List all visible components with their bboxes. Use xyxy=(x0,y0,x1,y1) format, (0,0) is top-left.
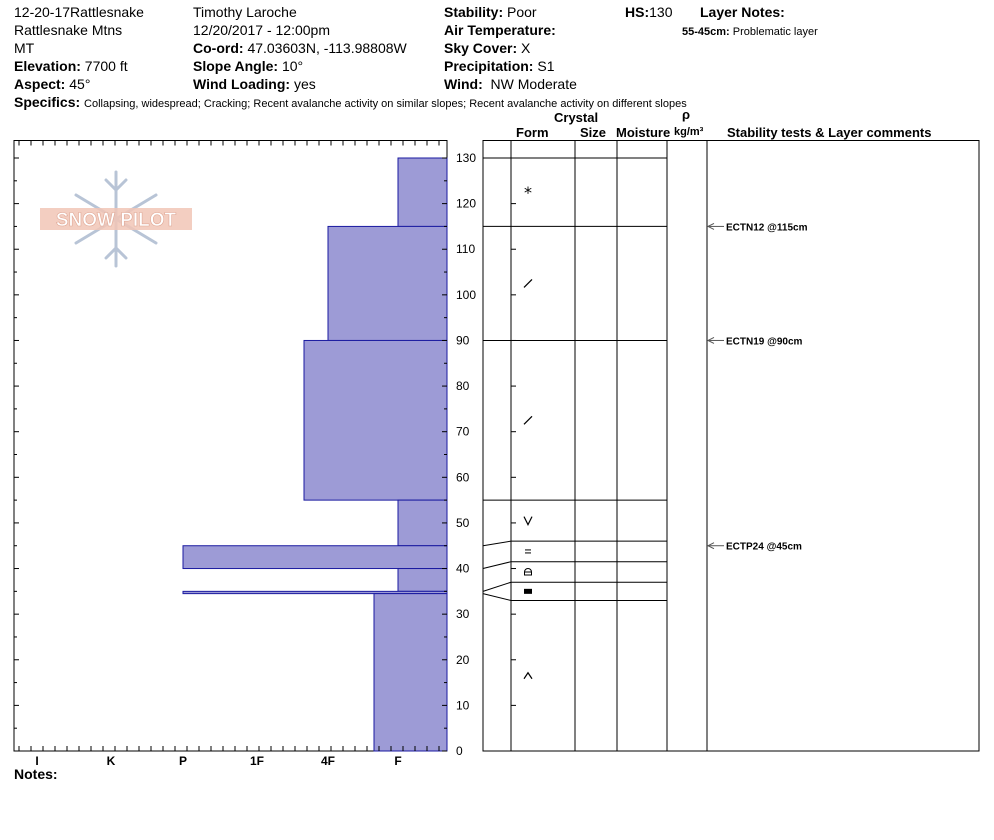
specifics-text: Collapsing, widespread; Cracking; Recent avalanche activity on similar slopes; Recent avalanche activity on different slopes xyxy=(84,98,687,110)
coord-label: Co-ord: xyxy=(193,40,244,56)
height-tick-label: 50 xyxy=(456,515,470,530)
hardness-bar xyxy=(304,340,447,500)
stability-value: Poor xyxy=(507,4,537,20)
wind-loading-label: Wind Loading: xyxy=(193,76,291,92)
coord-value: 47.03603N, -113.98808W xyxy=(247,40,407,56)
height-tick-label: 40 xyxy=(456,561,470,576)
layer-connector xyxy=(483,562,511,569)
form-symbol-ice xyxy=(524,589,532,594)
stability-test-label: ECTP24 @45cm xyxy=(726,541,802,553)
form-header: Form xyxy=(516,125,549,140)
sky-cover-label: Sky Cover: xyxy=(444,40,518,56)
height-tick-label: 120 xyxy=(456,196,477,211)
observation-datetime: 12/20/2017 - 12:00pm xyxy=(193,22,330,38)
density-unit-header: kg/m³ xyxy=(674,126,704,138)
layer-note-range: 55-45cm: xyxy=(682,26,730,38)
height-tick-label: 20 xyxy=(456,652,470,667)
hardness-bar xyxy=(398,569,447,592)
layer-notes-label: Layer Notes: xyxy=(700,4,785,20)
hardness-bar xyxy=(398,158,447,226)
stability-label: Stability: xyxy=(444,4,504,20)
wind-label: Wind: xyxy=(444,76,483,92)
state: MT xyxy=(14,40,35,56)
height-tick-label: 80 xyxy=(456,379,470,394)
height-tick-label: 60 xyxy=(456,470,470,485)
aspect-label: Aspect: xyxy=(14,76,66,92)
hs-label: HS: xyxy=(625,4,650,20)
form-symbol-depth-hoar xyxy=(524,673,532,679)
stability-test-label: ECTN12 @115cm xyxy=(726,222,808,234)
form-symbol-surface-hoar xyxy=(524,517,532,525)
layer-connector xyxy=(483,541,511,546)
crystal-header: Crystal xyxy=(554,110,599,125)
form-symbol-faceted-rounding xyxy=(525,568,532,574)
layer-connector xyxy=(483,582,511,591)
height-tick-label: 0 xyxy=(456,744,463,758)
air-temp-label: Air Temperature: xyxy=(444,22,556,38)
form-symbol-decomposing xyxy=(524,416,532,424)
precipitation-label: Precipitation: xyxy=(444,58,534,74)
slope-label: Slope Angle: xyxy=(193,58,279,74)
height-tick-label: 130 xyxy=(456,151,477,165)
form-symbol-decomposing xyxy=(524,279,532,287)
site-name: 12-20-17Rattlesnake xyxy=(14,4,144,20)
wind-loading-value: yes xyxy=(293,76,316,92)
height-tick-label: 30 xyxy=(456,607,470,622)
hardness-profile-panel xyxy=(14,141,476,769)
sky-cover-value: X xyxy=(521,40,531,56)
form-symbol-new-snow: * xyxy=(524,183,532,203)
aspect-value: 45° xyxy=(69,76,91,92)
elevation-value: 7700 ft xyxy=(84,58,128,74)
hardness-bar xyxy=(328,226,447,340)
height-tick-label: 10 xyxy=(456,698,470,713)
range-name: Rattlesnake Mtns xyxy=(14,22,123,38)
hardness-bar xyxy=(183,546,447,569)
moisture-header: Moisture xyxy=(616,125,671,140)
size-header: Size xyxy=(580,125,607,140)
hardness-bar xyxy=(374,594,447,751)
rho-header: ρ xyxy=(682,107,691,122)
height-tick-label: 70 xyxy=(456,424,470,439)
slope-value: 10° xyxy=(281,58,304,74)
hardness-bar xyxy=(398,500,447,546)
layer-connector xyxy=(483,594,511,601)
stability-tests-panel xyxy=(708,222,808,552)
hardness-tick-label: K xyxy=(106,754,116,768)
elevation-label: Elevation: xyxy=(14,58,81,74)
hardness-tick-label: 1F xyxy=(249,754,265,768)
hardness-tick-label: I xyxy=(35,754,39,768)
height-tick-label: 90 xyxy=(456,333,470,348)
stability-tests-header: Stability tests & Layer comments xyxy=(727,125,932,140)
specifics-label: Specifics: xyxy=(14,94,81,110)
hardness-tick-label: 4F xyxy=(320,754,336,768)
wind-value: NW Moderate xyxy=(490,76,577,92)
notes-label: Notes: xyxy=(14,766,58,782)
logo-text: SNOW PILOT xyxy=(55,210,177,231)
hardness-tick-label: P xyxy=(178,754,188,768)
stability-test-label: ECTN19 @90cm xyxy=(726,336,803,348)
hardness-tick-label: F xyxy=(394,754,402,768)
hs-value: 130 xyxy=(649,4,673,20)
observer-name: Timothy Laroche xyxy=(193,4,297,20)
precipitation-value: S1 xyxy=(537,58,555,74)
height-tick-label: 100 xyxy=(456,287,477,302)
layer-note-text: Problematic layer xyxy=(732,26,818,38)
height-tick-label: 110 xyxy=(456,242,476,257)
